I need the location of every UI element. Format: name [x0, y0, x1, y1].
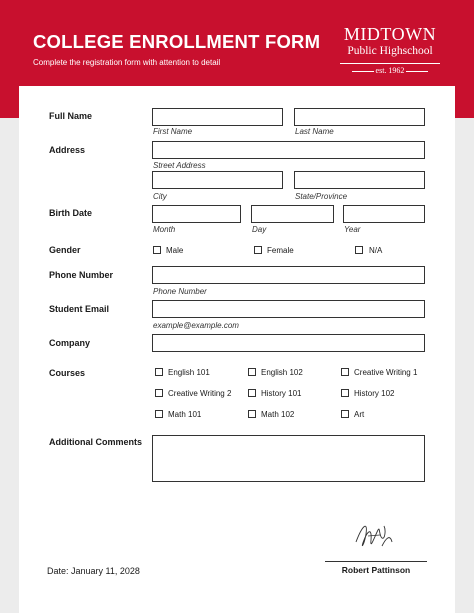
gender-na-checkbox[interactable] [355, 246, 363, 254]
day-hint: Day [252, 225, 267, 234]
state-field[interactable] [294, 171, 425, 189]
gender-label: Gender [49, 245, 81, 255]
full-name-label: Full Name [49, 111, 93, 121]
course-checkbox[interactable] [155, 389, 163, 397]
course-checkbox[interactable] [155, 410, 163, 418]
gender-option-label: N/A [369, 246, 383, 255]
course-option-label: Creative Writing 2 [168, 389, 232, 398]
gender-option-label: Female [267, 246, 294, 255]
email-label: Student Email [49, 304, 110, 314]
school-divider [340, 63, 440, 64]
form-title: COLLEGE ENROLLMENT FORM [33, 31, 321, 52]
state-hint: State/Province [295, 192, 348, 201]
signature-line [325, 561, 427, 562]
birth-date-label: Birth Date [49, 208, 93, 218]
phone-hint: Phone Number [153, 287, 207, 296]
comments-field[interactable] [152, 435, 425, 482]
courses-label: Courses [49, 368, 86, 378]
birth-day-field[interactable] [251, 205, 334, 223]
month-hint: Month [153, 225, 176, 234]
birth-year-field[interactable] [343, 205, 425, 223]
street-address-field[interactable] [152, 141, 425, 159]
street-address-hint: Street Address [153, 161, 206, 170]
course-checkbox[interactable] [248, 368, 256, 376]
phone-label: Phone Number [49, 270, 114, 280]
course-checkbox[interactable] [341, 368, 349, 376]
school-est: est. 1962 [340, 66, 440, 76]
gender-male-checkbox[interactable] [153, 246, 161, 254]
course-option-label: History 101 [261, 389, 302, 398]
course-checkbox[interactable] [248, 410, 256, 418]
city-field[interactable] [152, 171, 283, 189]
course-option-label: English 102 [261, 368, 303, 377]
school-logo [340, 24, 440, 76]
course-option-label: Art [354, 410, 365, 419]
school-name: MIDTOWN [343, 24, 437, 44]
course-checkbox[interactable] [341, 389, 349, 397]
birth-month-field[interactable] [152, 205, 241, 223]
course-option-label: English 101 [168, 368, 210, 377]
course-option-label: Math 102 [261, 410, 295, 419]
course-option-label: Creative Writing 1 [354, 368, 418, 377]
city-hint: City [153, 192, 167, 201]
form-date: Date: January 11, 2028 [47, 566, 140, 576]
course-checkbox[interactable] [341, 410, 349, 418]
course-checkbox[interactable] [248, 389, 256, 397]
course-checkbox[interactable] [155, 368, 163, 376]
gender-female-checkbox[interactable] [254, 246, 262, 254]
last-name-field[interactable] [294, 108, 425, 126]
first-name-field[interactable] [152, 108, 283, 126]
signature-image [352, 516, 400, 554]
course-option-label: Math 101 [168, 410, 202, 419]
company-field[interactable] [152, 334, 425, 352]
course-option-label: History 102 [354, 389, 395, 398]
form-subtitle: Complete the registration form with attention to detail [33, 58, 221, 67]
last-name-hint: Last Name [295, 127, 334, 136]
address-label: Address [49, 145, 86, 155]
school-sub: Public Highschool [347, 45, 433, 57]
first-name-hint: First Name [153, 127, 193, 136]
company-label: Company [49, 338, 91, 348]
email-field[interactable] [152, 300, 425, 318]
signer-name: Robert Pattinson [341, 565, 411, 575]
gender-option-label: Male [166, 246, 184, 255]
phone-field[interactable] [152, 266, 425, 284]
comments-label: Additional Comments [49, 437, 143, 447]
email-hint: example@example.com [153, 321, 239, 330]
year-hint: Year [344, 225, 361, 234]
